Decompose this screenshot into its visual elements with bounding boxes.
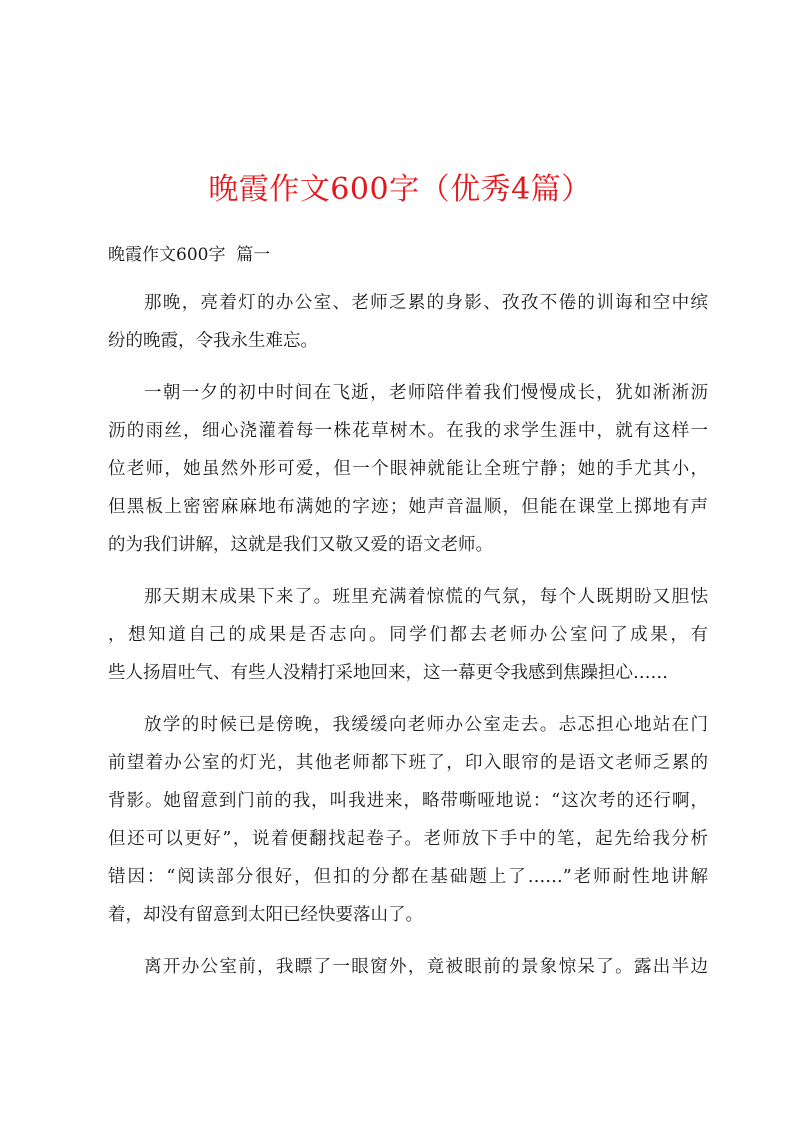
text-line: 前望着办公室的灯光，其他老师都下班了，印入眼帘的是语文老师乏累的 (108, 753, 708, 773)
text-line: 那天期末成果下来了。班里充满着惊慌的气氛，每个人既期盼又胆怯 (144, 587, 708, 607)
paragraph (108, 374, 708, 564)
text-line: 纷的晚霞，令我永生难忘。 (108, 331, 318, 351)
text-line: ，想知道自己的成果是否志向。同学们都去老师办公室问了成果，有 (108, 625, 708, 645)
text-line: 但还可以更好”，说着便翻找起卷子。老师放下手中的笔，起先给我分析 (108, 829, 708, 849)
text-line: 但黑板上密密麻麻地布满她的字迹；她声音温顺，但能在课堂上掷地有声 (108, 497, 708, 517)
text-line: 一朝一夕的初中时间在飞逝，老师陪伴着我们慢慢成长，犹如淅淅沥 (144, 383, 708, 403)
paragraph (108, 284, 708, 360)
text-line: 背影。她留意到门前的我，叫我进来，略带嘶哑地说：“这次考的还行啊， (108, 791, 708, 811)
text-line: 放学的时候已是傍晚，我缓缓向老师办公室走去。忐忑担心地站在门 (144, 715, 708, 735)
paragraph (108, 948, 708, 986)
text-line: 的为我们讲解，这就是我们又敬又爱的语文老师。 (108, 535, 493, 555)
text-line: 位老师，她虽然外形可爱，但一个眼神就能让全班宁静；她的手尤其小， (108, 459, 708, 479)
text-line: 些人扬眉吐气、有些人没精打采地回来，这一幕更令我感到焦躁担心…… (108, 663, 668, 683)
text-line: 离开办公室前，我瞟了一眼窗外，竟被眼前的景象惊呆了。露出半边 (144, 957, 708, 977)
paragraph (108, 578, 708, 692)
text-line: 着，却没有留意到太阳已经快要落山了。 (108, 905, 423, 925)
document-title: 晚霞作文600字（优秀4篇） (208, 172, 592, 207)
text-line: 那晚，亮着灯的办公室、老师乏累的身影、孜孜不倦的训诲和空中缤 (144, 293, 708, 313)
text-line: 错因：“阅读部分很好，但扣的分都在基础题上了……”老师耐性地讲解 (108, 867, 708, 887)
paragraph (108, 706, 708, 934)
section-heading: 晚霞作文600字 篇一 (108, 245, 271, 265)
document-body (108, 284, 708, 1000)
text-line: 沥的雨丝，细心浇灌着每一株花草树木。在我的求学生涯中，就有这样一 (108, 421, 708, 441)
